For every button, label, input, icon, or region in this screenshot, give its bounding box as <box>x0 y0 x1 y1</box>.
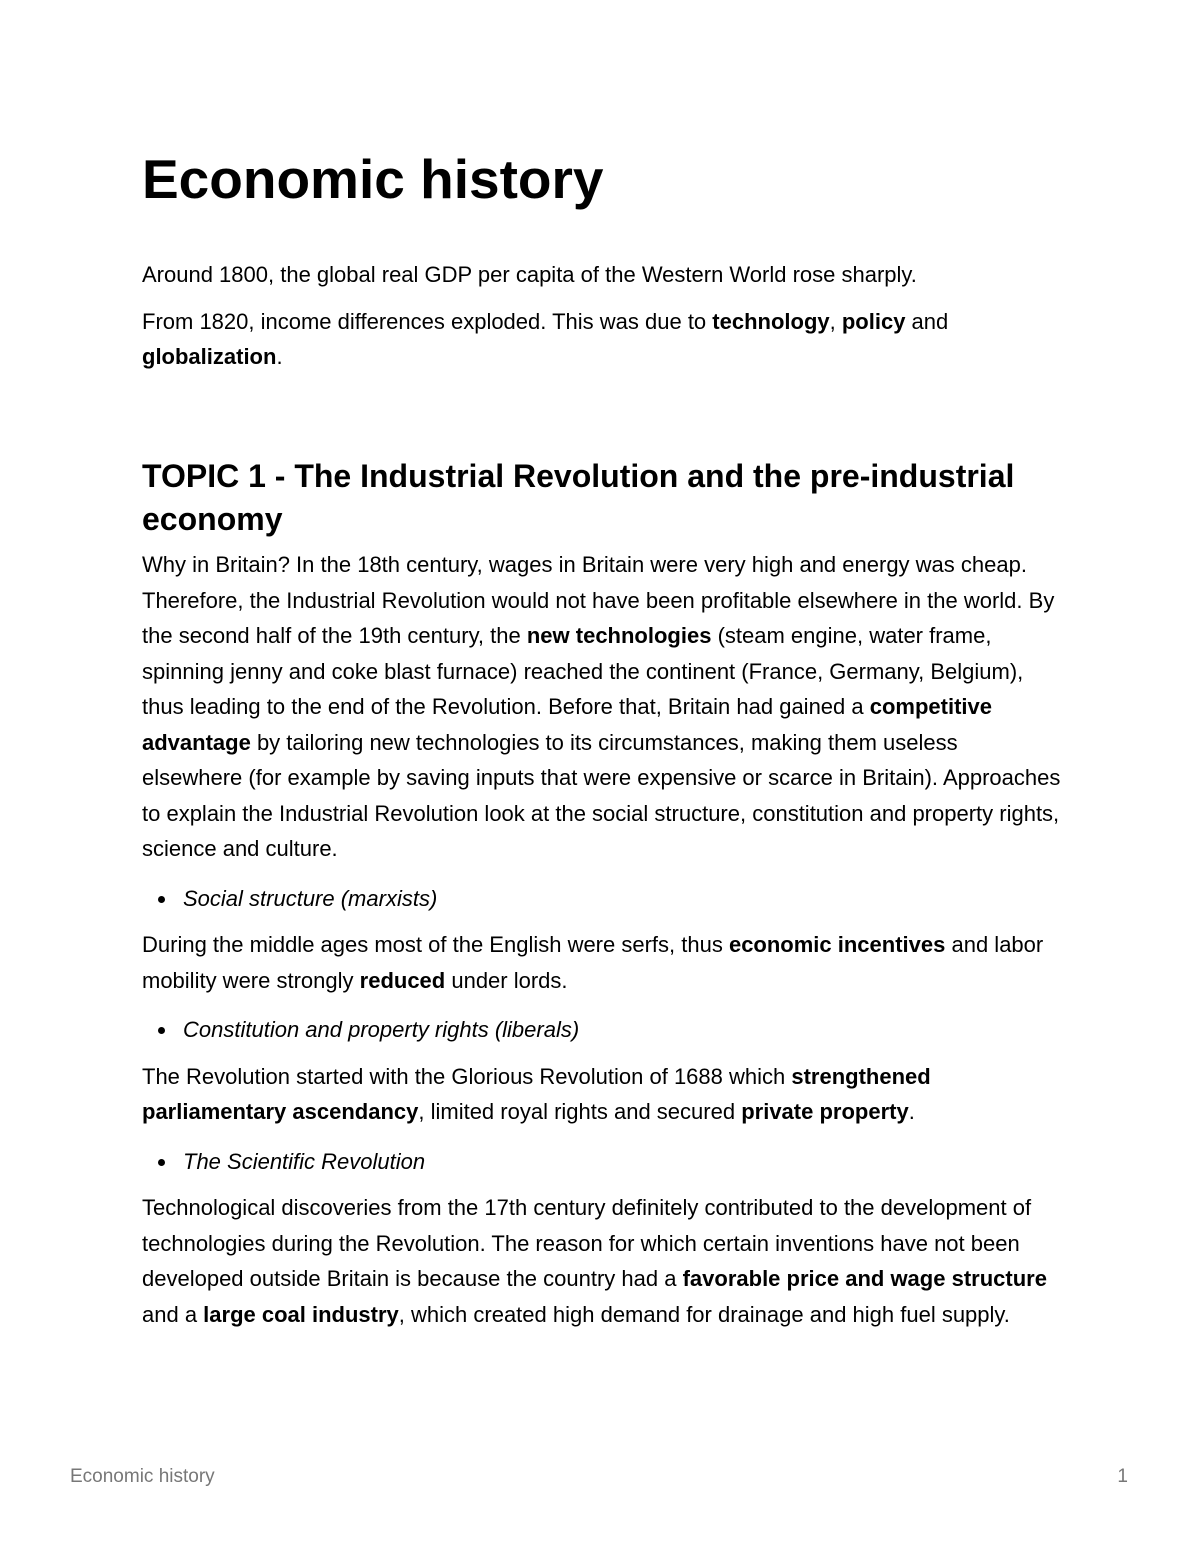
topic-paragraph <box>142 927 1062 998</box>
bullet-dot-icon <box>158 1027 165 1034</box>
page-number: 1 <box>1117 1466 1128 1487</box>
text-run: and a <box>142 1301 204 1327</box>
text-run: From 1820, income differences exploded. This was due to <box>142 308 713 334</box>
bullet-item <box>142 1144 1062 1180</box>
text-run: under lords. <box>445 967 568 993</box>
text-run: and <box>905 308 949 334</box>
topic-paragraph <box>142 547 1062 867</box>
text-run: (steam engine, water frame, spinning jenny and coke blast furnace) reached the continent (France, Germany, Belgium), thus leading to the end of the Revolution. Before that, Britain had gained a <box>142 623 1024 719</box>
intro-paragraph-1: Around 1800, the global real GDP per capita of the Western World rose sharply. <box>142 262 917 287</box>
bullet-item <box>142 1012 1062 1048</box>
bullet-item <box>142 881 1062 917</box>
bold-term: economic incentives <box>728 932 946 957</box>
bullet-text: Constitution and property rights (liberals) <box>183 1017 580 1042</box>
bullet-dot-icon <box>158 1159 165 1166</box>
text-run: Technological discoveries from the 17th century definitely contributed to the development of technologies during the Revolution. The reason for which certain inventions have not been developed outside Britain is because the country had a <box>142 1195 1032 1291</box>
topic-paragraph <box>142 1190 1062 1332</box>
intro-paragraph-2 <box>142 304 1062 375</box>
bullet-text: The Scientific Revolution <box>183 1148 426 1174</box>
bold-term: competitive advantage <box>142 694 992 755</box>
intro-section <box>142 257 1062 375</box>
bullet-text: Social structure (marxists) <box>183 885 438 911</box>
document-title: Economic history <box>142 148 604 210</box>
topic-heading: TOPIC 1 - The Industrial Revolution and the pre-industrial economy <box>142 458 1015 537</box>
text-run: Why in Britain? In the 18th century, wages in Britain were very high and energy was cheap. Therefore, the Industrial Revolution would not have been profitable elsewhere in the world. By the second half of the 19th century, the <box>142 552 1055 648</box>
text-run: , which created high demand for drainage and high fuel supply. <box>398 1301 1010 1327</box>
bold-term: reduced <box>359 967 446 993</box>
bold-term: policy <box>841 308 906 334</box>
bold-term: large coal industry <box>203 1301 399 1327</box>
bold-term: strengthened parliamentary ascendancy <box>142 1063 931 1124</box>
bold-term: technology <box>712 308 830 334</box>
topic-1-section <box>142 455 1062 1332</box>
bullet-dot-icon <box>158 896 165 903</box>
text-run: The Revolution started with the Glorious Revolution of 1688 which <box>142 1063 792 1089</box>
text-run: During the middle ages most of the English were serfs, thus <box>142 932 729 957</box>
text-run: . <box>276 344 283 369</box>
bold-term: private property <box>741 1099 909 1124</box>
text-run: , <box>829 308 842 334</box>
topic-paragraph <box>142 1059 1062 1130</box>
bold-term: favorable price and wage structure <box>682 1266 1047 1291</box>
footer-title: Economic history <box>70 1466 215 1487</box>
text-run: and labor mobility were strongly <box>142 932 1044 993</box>
bold-term: globalization <box>142 344 277 369</box>
text-run: by tailoring new technologies to its circumstances, making them useless elsewhere (for example by saving inputs that were expensive or scarce in Britain). Approaches to explain the Industrial Revolution look at the social structure, constitution and property rights, science and culture. <box>142 729 1061 861</box>
text-run: . <box>908 1099 915 1124</box>
bold-term: new technologies <box>526 623 712 648</box>
text-run: , limited royal rights and secured <box>418 1099 742 1124</box>
